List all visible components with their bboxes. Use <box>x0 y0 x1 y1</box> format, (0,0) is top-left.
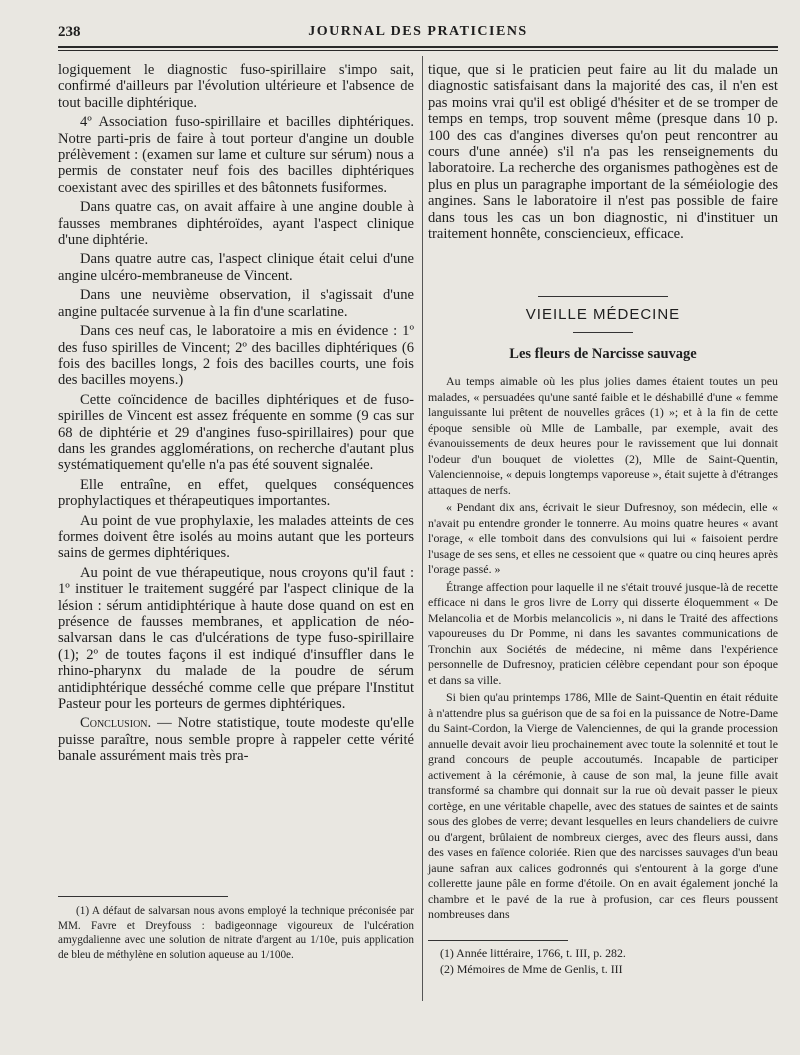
footnote: (1) A défaut de salvarsan nous avons employé la technique préconisée par MM. Favre et Dreyfouss : badigeonnage vigoureux de l'ulcération amygdalienne avec une solution de nitrate d'argent au 1/10e, puis application de bleu de méthylène en solution aqueuse au 1/100e. <box>58 905 414 961</box>
paragraph: Au point de vue prophylaxie, les malades atteints de ces formes doivent être isolés au moins autant que les porteurs sains de germes diphtériques. <box>58 512 414 562</box>
paragraph: Au point de vue thérapeutique, nous croyons qu'il faut : 1º instituer le traitement suggéré par l'aspect clinique de la lésion : sérum antidiphtérique à haute dose quand on est en présence de fausses membranes, et application de néo-salvarsan dans le cas d'ulcérations de type fuso-spirillaire (1); 2º de toutes façons il est indiqué d'insuffler dans le rhino-pharynx du malade de la poudre de sérum antidiphtérique desséché comme celle que prépare l'Institut Pasteur pour les porteurs de germes diphtériques. <box>58 564 414 713</box>
paragraph: Cette coïncidence de bacilles diphtériques et de fuso-spirilles de Vincent est assez fréquente en somme (9 cas sur 68 de diphtérie et 29 d'angines fuso-spirillaires) pour que dans les grandes agglomérations, on recherche d'autant plus systématiquement qu'elle n'a pas été souvent signalée. <box>58 391 414 474</box>
right-column <box>428 62 778 976</box>
header-rule-thin <box>58 50 778 51</box>
paragraph: Dans quatre autre cas, l'aspect clinique était celui d'une angine ulcéro-membraneuse de Vincent. <box>58 251 414 284</box>
paragraph: Dans ces neuf cas, le laboratoire a mis en évidence : 1º des fuso spirilles de Vincent; 2º des bacilles diphtériques (6 fois des bacilles longs, 2 fois des bacilles courts, une fois des bacilles moyens.) <box>58 323 414 389</box>
footnote-rule <box>428 940 568 941</box>
paragraph: Étrange affection pour laquelle il ne s'était trouvé jusque-là de recette efficace ni dans le gros livre de Lorry qui disserte éloquemment « De Melancolia et de Morbis melancolicis », ni dans le Traité des affections vapoureuses du Dr Pomme, ni dans les savantes communications de Tronchin aux Sociétés de médecine, ni même dans l'expérience personnelle de Dufresnoy, praticien célèbre cependant pour son époque et dans sa ville. <box>428 579 778 687</box>
paragraph: « Pendant dix ans, écrivait le sieur Dufresnoy, son médecin, elle « n'avait pu entendre gronder le tonnerre. Au moins quatre heures « avant l'orage, « elle tomboit dans des convulsions qui lui « faisoient perdre l'usage de ses sens, et elles ne cessoient que « quatre ou cinq heures après l'orage passé. » <box>428 500 778 576</box>
footnote: (1) Année littéraire, 1766, t. III, p. 282. <box>440 946 626 960</box>
page-header <box>58 22 778 44</box>
article-body <box>428 374 778 925</box>
paragraph: Si bien qu'au printemps 1786, Mlle de Saint-Quentin en était réduite à n'attendre plus sa guérison que de sa foi en la puissance de Notre-Dame du Saint-Cordon, la Vierge de Valenciennes, de qui la grande procession annuelle devait avoir lieu prochainement avec toute la solennité et tout le grand concours de peuple accoutumés. Incapable de participer activement à la cérémonie, à cause de son mal, la jeune fille avait transformé sa chambre qui donnait sur la rue où devait passer le pieux cortège, en une véritable chapelle, avec des statues de saintes et de saints sous des globes de verre; devant lesquelles en leurs chandeliers de cuivre ou d'argent, brûlaient de nombreux cierges, avec des fleurs aussi, dans des vases en faïence coloriée. Rien que des narcisses sauvages d'un beau jaune safran aux calices godronnés qui s'entourent à la gorge d'une collerette jaune pâle en forme d'étoile. On en avait également jonché la chambre et le pavé de la rue à profusion, car ces fleurs poussent nombreuses dans <box>428 690 778 921</box>
conclusion-text: — Notre statistique, toute modeste qu'elle puisse paraître, nous semble propre à rappeler cette vérité banale assurément mais très pra- <box>58 715 414 765</box>
paragraph: Dans quatre cas, on avait affaire à une angine double à fausses membranes diphtéroïdes, ayant l'aspect clinique d'une diphtérie. <box>58 199 414 249</box>
conclusion-label: Conclusion. <box>80 715 152 732</box>
paragraph: Elle entraîne, en effet, quelques conséquences prophylactiques et thérapeutiques importantes. <box>58 476 414 510</box>
footnote-rule <box>58 896 228 897</box>
article-title: Les fleurs de Narcisse sauvage <box>509 346 697 362</box>
section-rule <box>573 332 633 333</box>
section-heading-block <box>428 286 778 338</box>
section-title: VIEILLE MÉDECINE <box>525 306 681 323</box>
footnote: (2) Mémoires de Mme de Genlis, t. III <box>440 962 623 976</box>
column-divider <box>422 56 423 1001</box>
journal-title: JOURNAL DES PRATICIENS <box>308 24 528 39</box>
paragraph: tique, que si le praticien peut faire au lit du malade un diagnostic satisfaisant dans la majorité des cas, il n'en est pas moins vrai qu'il est obligé d'hésiter et de se tromper de temps en temps, trop souvent même (presque dans 10 p. 100 des cas d'angines diverses qu'on peut rencontrer au cours d'une année) s'il n'a pas les renseignements du laboratoire. La recherche des organismes pathogènes est de plus en plus un paragraphe important de la séméiologie des angines. Sans le laboratoire il n'est pas possible de faire dans tous les cas un bon diagnostic, ni d'instituer un traitement honnête, consciencieux, efficace. <box>428 62 778 243</box>
left-column <box>58 62 414 961</box>
paragraph: 4º Association fuso-spirillaire et bacilles diphtériques. Notre parti-pris de faire à tout porteur d'angine un double prélèvement : (examen sur lame et culture sur sérum) nous a permis de constater neuf fois des bacilles diphtériques coexistant avec des spirilles et des bâtonnets fusiformes. <box>58 114 414 196</box>
section-rule <box>538 296 668 297</box>
page-number: 238 <box>58 24 81 40</box>
conclusion-paragraph <box>58 715 414 764</box>
paragraph: Dans une neuvième observation, il s'agissait d'une angine pultacée survenue à la fin d'une scarlatine. <box>58 287 414 320</box>
paragraph: logiquement le diagnostic fuso-spirillaire s'impo sait, confirmé d'ailleurs par l'évolution ultérieure et l'absence de tout bacille diphtérique. <box>58 62 414 111</box>
paragraph: Au temps aimable où les plus jolies dames étaient toutes un peu malades, « persuadées qu'une santé faible et le déshabillé d'une « femme languissante lui prêtent de nouvelles grâces (1) »; et à la fin de cette époque sensible où Mlle de Lamballe, par exemple, avait des évanouissements de deux heures pour le ravissement que lui donnait l'odeur d'un bouquet de violettes (2), Mlle de Saint-Quentin, Valenciennoise, « depuis longtemps vaporeuse », était sujette à d'étranges attaques de nerfs. <box>428 374 778 497</box>
header-rule <box>58 46 778 48</box>
